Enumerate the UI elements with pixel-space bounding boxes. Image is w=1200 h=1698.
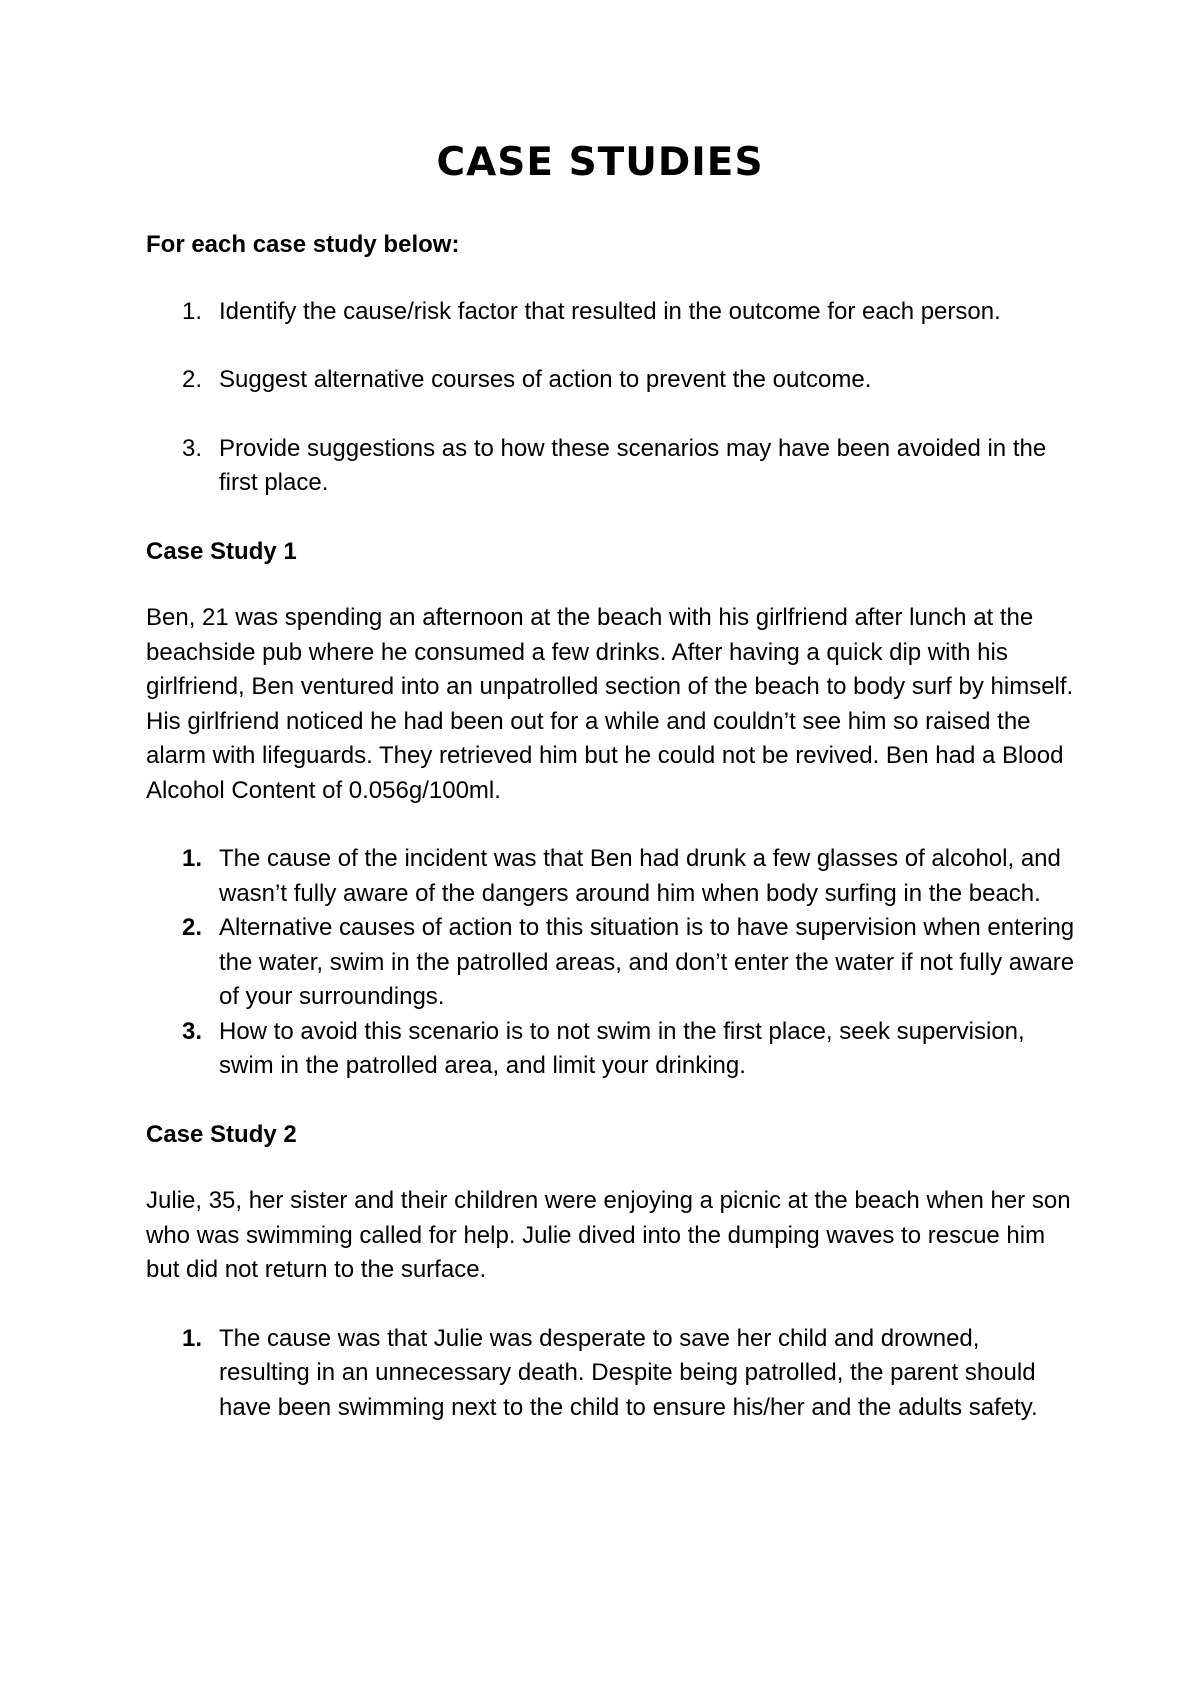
instruction-text: Provide suggestions as to how these scenarios may have been avoided in the first place. (219, 434, 1047, 496)
case-study-2-narrative: Julie, 35, her sister and their children were enjoying a picnic at the beach when her son who was swimming called for help. Julie dived into the dumping waves to rescue him but did not return to the surface. (146, 1187, 1071, 1283)
instruction-text: Suggest alternative courses of action to prevent the outcome. (219, 366, 872, 393)
instructions-list (146, 295, 1076, 501)
page-title: CASE STUDIES (436, 140, 764, 185)
answer-item (146, 911, 1076, 1015)
list-number: 1. (182, 845, 203, 872)
answer-text: The cause was that Julie was desperate to save her child and drowned, resulting in an unnecessary death. Despite being patrolled, the parent should have been swimming next to the child to ensure his/her and the adults safety. (219, 1324, 1038, 1421)
list-number: 1. (182, 1324, 203, 1352)
instruction-item (146, 363, 1076, 398)
instruction-text: Identify the cause/risk factor that resulted in the outcome for each person. (219, 297, 1001, 325)
list-number: 3. (182, 434, 203, 462)
case-study-1-answers (146, 842, 1076, 1084)
list-number: 1. (182, 297, 203, 325)
answer-item (146, 1322, 1076, 1426)
case-study-1-heading: Case Study 1 (146, 537, 297, 565)
list-number: 2. (182, 914, 203, 941)
case-study-1-narrative: Ben, 21 was spending an afternoon at the beach with his girlfriend after lunch at the beachside pub where he consumed a few drinks. After having a quick dip with his girlfriend, Ben ventured into an unpatrolled section of the beach to body surf by himself. His girlfriend noticed he had been out for a while and couldn’t see him so raised the alarm with lifeguards. They retrieved him but he could not be revived. Ben had a Blood Alcohol Content of 0.056g/100ml. (146, 604, 1074, 804)
answer-item (146, 1015, 1076, 1084)
intro-text: For each case study below: (146, 231, 460, 258)
answer-text: How to avoid this scenario is to not swim in the first place, seek supervision, swim in the patrolled area, and limit your drinking. (219, 1017, 1025, 1079)
answer-item (146, 842, 1076, 911)
list-number: 2. (182, 366, 203, 393)
list-number: 3. (182, 1017, 203, 1045)
answer-text: The cause of the incident was that Ben had drunk a few glasses of alcohol, and wasn’t fully aware of the dangers around him when body surfing in the beach. (219, 845, 1061, 907)
case-study-2-heading: Case Study 2 (146, 1120, 297, 1148)
answer-text: Alternative causes of action to this situation is to have supervision when entering the water, swim in the patrolled areas, and don’t enter the water if not fully aware of your surroundings. (219, 914, 1075, 1010)
case-study-2-answers (146, 1322, 1076, 1426)
instruction-item (146, 295, 1076, 330)
instruction-item (146, 432, 1076, 501)
document-body (146, 228, 1076, 1459)
